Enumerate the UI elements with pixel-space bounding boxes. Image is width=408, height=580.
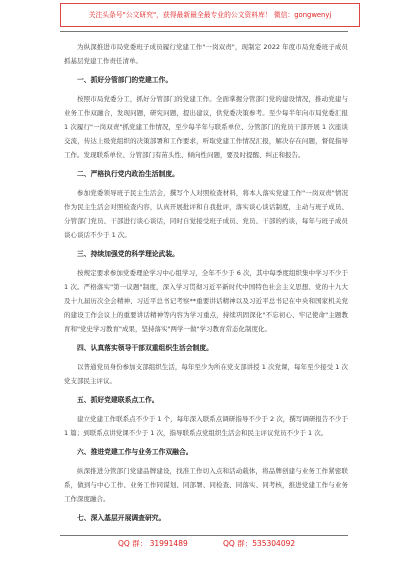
footer-divider bbox=[60, 535, 348, 536]
section-5 bbox=[64, 393, 348, 440]
section-2 bbox=[64, 167, 348, 242]
section-paragraph: 按规定要求参加党委理论学习中心组学习，全年不少于 6 次，其中每季度组织集中学习不少于 1 次。严格落实"第一议题"制度，深入学习贯彻习近平新时代中国特色社会主义思想、党的十九大及十九届历次全会精神、习近平总书记考察**重要讲话精神以及习近平总书记在中央和国家机关党的建设工作会议上的重要讲话精神等内容为学习重点，持续巩固深化"不忘初心、牢记使命"主题教育和"党史学习教育"成果，坚持落实"两学一做"学习教育常态化制度化。 bbox=[64, 269, 348, 333]
section-paragraph: 建立党建工作联系点不少于 1 个，每年深入联系点调研指导不少于 2 次，撰写调研报告不少于 1 篇；到联系点讲党课不少于 1 次，指导联系点党组织生活会和民主评议党员不少于 1 次。 bbox=[64, 415, 348, 437]
header-divider bbox=[60, 31, 348, 32]
section-heading: 四、认真落实领导干部双重组织生活会制度。 bbox=[77, 344, 213, 352]
qq-group-link-b[interactable]: QQ 群：535304092 bbox=[223, 539, 296, 548]
section-paragraph: 按照市局党委分工，抓好分管部门的党建工作。全面掌握分管部门党的建设情况，推动党建与业务工作双融合，发现问题，研究问题，提出建议，供党委决策参考。至少每半年向市局党委汇报 1 次履行"一岗双责"抓党建工作情况，至少每半年与联系单位、分管部门的党员干部开展 1 次座谈交流，传达上级党组织的决策部署和工作要求，听取党建工作情况汇报，解决存在问题，督促指导工作。发现联系单位、分管部门有苗头性、倾向性问题，要及时提醒、纠正和报告。 bbox=[64, 95, 348, 159]
section-heading: 一、抓好分管部门的党建工作。 bbox=[77, 76, 173, 84]
intro-paragraph: 为纵深推进市局党委班子成员履行党建工作"一岗双责"，现制定 2022 年度市局党委班子成员抓基层党建工作责任清单。 bbox=[64, 43, 348, 65]
section-heading: 五、抓好党建联系点工作。 bbox=[77, 396, 159, 404]
section-heading: 三、持续加强党的科学理论武装。 bbox=[77, 250, 179, 258]
qq-group-link-a[interactable]: QQ 群： 31991489 bbox=[118, 539, 188, 548]
section-4 bbox=[64, 341, 348, 388]
section-paragraph: 参加党委领导班子民主生活会，撰写个人对照检查材料，将本人落实党建工作"一岗双责"情况作为民主生活会对照检查内容，认真开展批评和自我批评，落实谈心谈话制度，主动与班子成员、分管部门党员、干部进行谈心谈话，同时自觉接受班子成员、党员、干部的约谈，每年与班子成员谈心谈话不少于 1 次。 bbox=[64, 189, 348, 239]
section-1 bbox=[64, 73, 348, 162]
section-heading: 七、深入基层开展调查研究。 bbox=[77, 514, 166, 522]
section-paragraph: 以普通党员身份参加支部组织生活，每年至少为所在党支部讲授 1 次党课，每年至少接受 1 次党支部民主评议。 bbox=[64, 363, 348, 385]
section-heading: 六、推进党建工作与业务工作双融合。 bbox=[77, 448, 193, 456]
section-paragraph: 纵深推进分管部门党建品牌建设，找准工作切入点和活动载体，将品牌创建与业务工作紧密联系，做到与中心工作、业务工作同谋划、同部署、同检查、同落实、同考核，推进党建工作与业务工作深度融合。 bbox=[64, 467, 348, 503]
section-heading: 二、严格执行党内政治生活制度。 bbox=[77, 170, 179, 178]
footer bbox=[60, 538, 348, 552]
section-6 bbox=[64, 445, 348, 506]
promo-banner[interactable]: 关注头条号"公文研究"，获得最新最全最专业的公文资料库！ 微信：gongwenyj bbox=[60, 3, 360, 27]
document-body bbox=[64, 40, 348, 530]
section-7 bbox=[64, 511, 348, 525]
section-3 bbox=[64, 247, 348, 336]
